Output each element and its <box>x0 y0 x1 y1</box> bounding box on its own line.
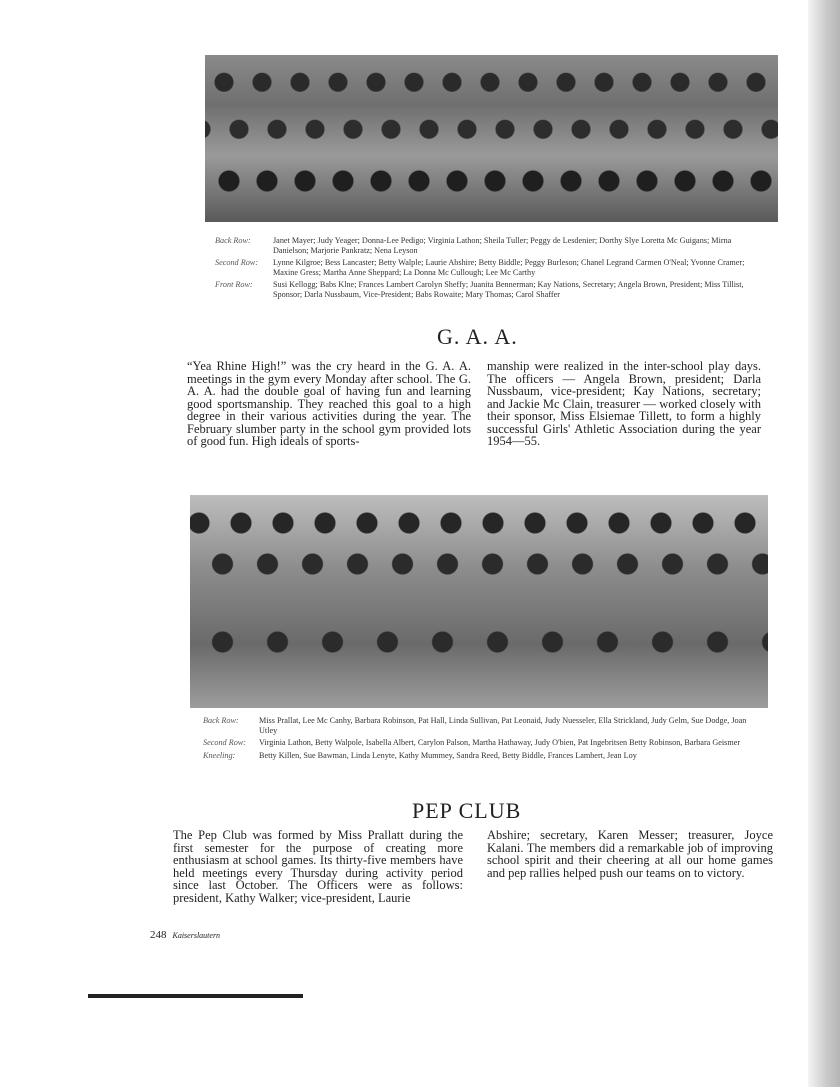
caption-row <box>203 716 753 735</box>
book-title: Kaiserslautern <box>172 931 221 940</box>
page-number: 248 <box>150 929 167 941</box>
pep-club-heading: PEP CLUB <box>412 798 522 823</box>
pep-text-column-2: Abshire; secretary, Karen Messer; treasurer, Joyce Kalani. The members did a remarkable job of improving school spirit and their cheering at all our home games and pep rallies helped push our teams on to victory. <box>487 828 773 880</box>
gaa-group-photo <box>205 55 778 222</box>
row-names: Miss Prallat, Lee Mc Canhy, Barbara Robinson, Pat Hall, Linda Sullivan, Pat Leonaid, Judy Nuesseler, Ella Strickland, Judy Gelm, Sue Dodge, Joan Utley <box>259 716 747 735</box>
gaa-text-column-1: “Yea Rhine High!” was the cry heard in the G. A. A. meetings in the gym every Monday after school. The G. A. A. had the double goal of having fun and learning good sportsmanship. They reached this goal to a high degree in their various activities during the year. The February slumber party in the school gym provided lots of good fun. High ideals of sports- <box>187 359 471 448</box>
row-names: Betty Killen, Sue Bawman, Linda Lenyte, Kathy Mummey, Sandra Reed, Betty Biddle, Frances Lambert, Jean Loy <box>259 750 637 760</box>
gaa-heading: G. A. A. <box>437 324 518 349</box>
row-names: Lynne Kilgroe; Bess Lancaster; Betty Walple; Laurie Abshire; Betty Biddle; Peggy Burleson; Chanel Legrand Carmen O'Neal; Yvonne Cramer; Maxine Gress; Martha Anne Sheppard; La Donna Mc Cullough; Lee Mc Carthy <box>273 258 745 277</box>
pep-photo-caption <box>203 716 753 763</box>
caption-row <box>215 258 765 277</box>
row-label: Second Row: <box>203 738 246 747</box>
row-label: Kneeling: <box>203 750 236 760</box>
row-label: Front Row: <box>215 280 253 289</box>
page-edge-shadow <box>808 0 840 1087</box>
caption-row <box>203 738 753 748</box>
row-names: Janet Mayer; Judy Yeager; Donna-Lee Pedigo; Virginia Lathon; Sheila Tuller; Peggy de Lesdenier; Dorthy Slye Loretta Mc Guigans; Mirna Danielson; Marjorie Pankratz; Nena Leyson <box>273 236 732 255</box>
gaa-text-column-2: manship were realized in the inter-school play days. The officers — Angela Brown, president; Darla Nussbaum, vice-president; Kay Nations, secretary; and Jackie Mc Clain, treasurer — worked closely with their sponsor, Miss Elsiemae Tillett, to form a highly successful Girls' Athletic Association during the year 1954—55. <box>487 359 761 448</box>
caption-row <box>203 751 753 761</box>
page-footer <box>150 929 220 941</box>
pep-text-column-1: The Pep Club was formed by Miss Prallatt during the first semester for the purpose of creating more enthusiasm at school games. Its thirty-five members have held meetings every Thursday during activity period since last October. The Officers were as follows: president, Kathy Walker; vice-president, Laurie <box>173 828 463 905</box>
row-names: Virginia Lathon, Betty Walpole, Isabella Albert, Carylon Palson, Martha Hathaway, Judy O'bien, Pat Ingebritsen Betty Robinson, Barbara Geismer <box>259 738 741 747</box>
bottom-rule <box>88 994 303 998</box>
row-names: Susi Kellogg; Babs Klne; Frances Lambert Carolyn Sheffy; Juanita Bennerman; Kay Nations, Secretary; Angela Brown, President; Miss Tillist, Sponsor; Darla Nussbaum, Vice-President; Babs Rowaite; Mary Thomas; Carol Shaffer <box>273 280 744 299</box>
row-label: Back Row: <box>215 236 251 245</box>
gaa-photo-caption <box>215 236 765 302</box>
row-label: Back Row: <box>203 716 239 725</box>
row-label: Second Row: <box>215 258 258 267</box>
caption-row <box>215 280 765 299</box>
pep-club-group-photo <box>190 495 768 708</box>
caption-row <box>215 236 765 255</box>
